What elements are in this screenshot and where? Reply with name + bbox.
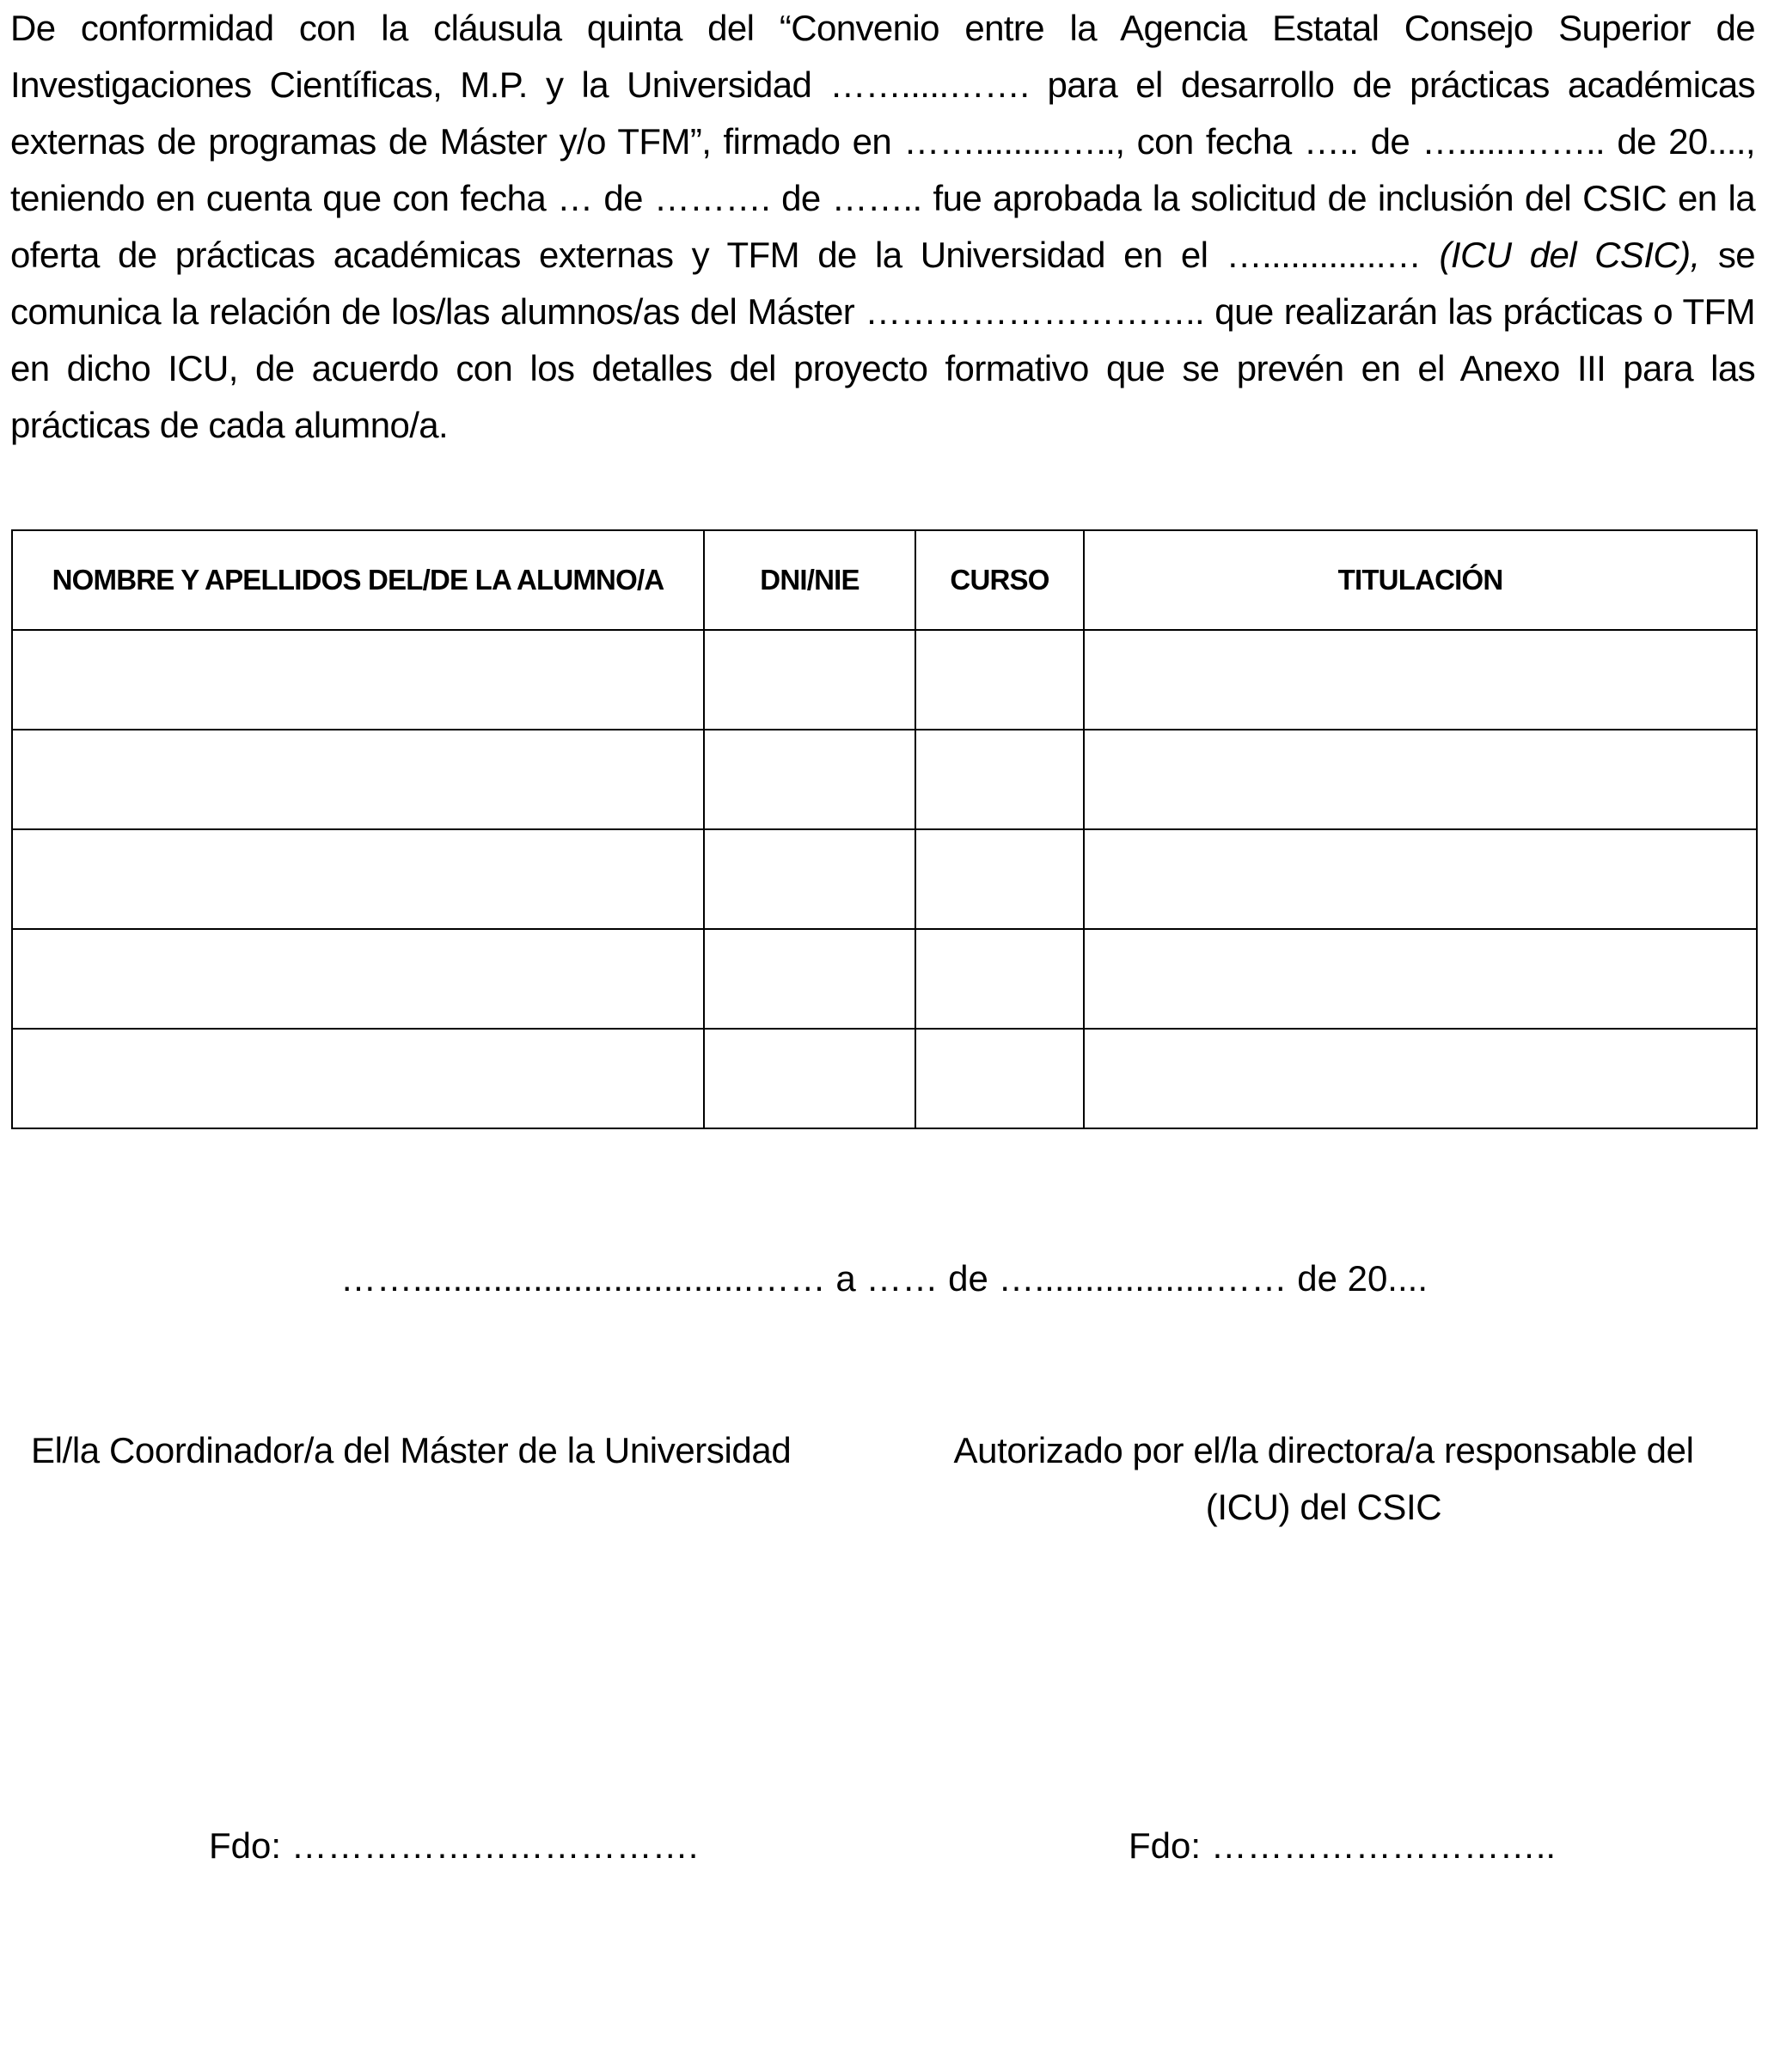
cell-dni[interactable]	[704, 1029, 915, 1128]
intro-text-part2: se comunica la relación de los/las alumnos/as del Máster ……………………….. que realizarán las prácticas o TFM en dicho ICU, de acuerdo con los detalles del proyecto formativo que se prevén en el Anexo III para las prácticas de cada alumno/a.	[10, 235, 1755, 445]
cell-name[interactable]	[12, 829, 704, 929]
cell-course[interactable]	[915, 730, 1084, 829]
table-row	[12, 730, 1757, 829]
place-date-text: ……..................................…… a …… de …..................…… de 20....	[340, 1258, 1428, 1299]
cell-course[interactable]	[915, 829, 1084, 929]
cell-name[interactable]	[12, 929, 704, 1029]
cell-name[interactable]	[12, 730, 704, 829]
cell-degree[interactable]	[1084, 730, 1757, 829]
students-table	[11, 529, 1758, 1129]
cell-dni[interactable]	[704, 730, 915, 829]
place-date-line	[0, 1250, 1768, 1307]
table-row	[12, 1029, 1757, 1128]
column-header-dni: DNI/NIE	[704, 530, 915, 630]
cell-degree[interactable]	[1084, 929, 1757, 1029]
cell-name[interactable]	[12, 630, 704, 730]
table-row	[12, 929, 1757, 1029]
column-header-course: CURSO	[915, 530, 1084, 630]
director-signature-line: Fdo: ………………………..	[1129, 1825, 1557, 1866]
director-role-label: Autorizado por el/la directora/a responsable del (ICU) del CSIC	[953, 1430, 1694, 1527]
cell-course[interactable]	[915, 929, 1084, 1029]
cell-dni[interactable]	[704, 630, 915, 730]
intro-paragraph	[10, 0, 1755, 454]
coordinator-signature-line: Fdo: …………………………….	[209, 1825, 699, 1866]
cell-course[interactable]	[915, 1029, 1084, 1128]
cell-dni[interactable]	[704, 829, 915, 929]
cell-degree[interactable]	[1084, 1029, 1757, 1128]
cell-dni[interactable]	[704, 929, 915, 1029]
table-row	[12, 829, 1757, 929]
table-header-row	[12, 530, 1757, 630]
cell-course[interactable]	[915, 630, 1084, 730]
cell-degree[interactable]	[1084, 630, 1757, 730]
table-row	[12, 630, 1757, 730]
intro-text-italic: (ICU del CSIC),	[1439, 235, 1700, 275]
column-header-name: NOMBRE Y APELLIDOS DEL/DE LA ALUMNO/A	[12, 530, 704, 630]
cell-degree[interactable]	[1084, 829, 1757, 929]
intro-text-part1: De conformidad con la cláusula quinta del “Convenio entre la Agencia Estatal Consejo Superior de Investigaciones Científicas, M.P. y la Universidad …….....……. para el desarrollo de prácticas académicas externas de programas de Máster y/o TFM”, firmado en …….........….., con fecha ….. de …......…….. de 20...., teniendo en cuenta que con fecha … de ………. de …….. fue aprobada la solicitud de inclusión del CSIC en la oferta de prácticas académicas externas y TFM de la Universidad en el ….............…	[10, 8, 1755, 275]
cell-name[interactable]	[12, 1029, 704, 1128]
coordinator-role-label: El/la Coordinador/a del Máster de la Universidad	[31, 1430, 792, 1470]
column-header-degree: TITULACIÓN	[1084, 530, 1757, 630]
